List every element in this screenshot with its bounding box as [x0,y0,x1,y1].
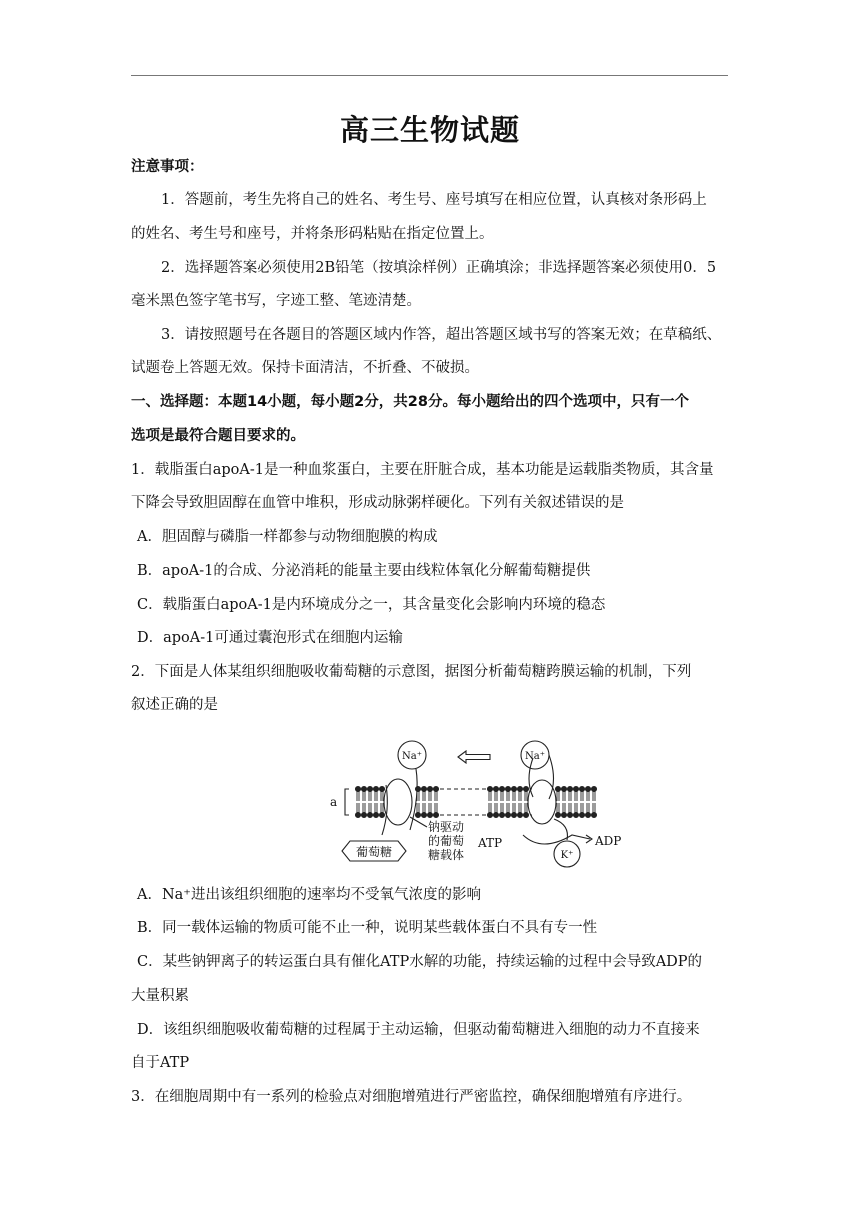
carrier-label: 糖载体 [428,848,465,862]
lipid-head [355,786,360,791]
section-heading: 一、选择题：本题14小题，每小题2分，共28分。每小题给出的四个选项中，只有一个 [131,394,689,410]
lipid-head [373,786,378,791]
q1-stem: 1．载脂蛋白apoA-1是一种血浆蛋白，主要在肝脏合成，基本功能是运载脂类物质，其含量 [131,462,714,478]
lipid-head [579,812,584,817]
q2-option-c-cont: 大量积累 [131,988,189,1004]
lipid-head [379,812,384,817]
lipid-head [555,812,560,817]
atp-label: ATP [478,836,503,850]
lipid-head [561,786,566,791]
q1-option-a: A．胆固醇与磷脂一样都参与动物细胞膜的构成 [137,529,438,545]
membrane-transport-figure [320,735,630,870]
page-title: 高三生物试题 [339,113,520,147]
lipid-head [493,812,498,817]
lipid-head [579,786,584,791]
q2-option-d-cont: 自于ATP [131,1055,190,1071]
adp-label: ADP [595,834,622,848]
lipid-head [433,812,438,817]
lipid-head [487,786,492,791]
notice-line: 的姓名、考生号和座号，并将条形码粘贴在指定位置上。 [131,226,494,242]
membrane-thickness-bracket [345,789,349,815]
k-label: K⁺ [560,850,574,861]
q2-stem: 叙述正确的是 [131,697,218,713]
lipid-head [505,786,510,791]
lipid-head [523,786,528,791]
q2-option-b: B．同一载体运输的物质可能不止一种，说明某些载体蛋白不具有专一性 [137,920,598,936]
lipid-head [367,786,372,791]
glucose-carrier [384,779,412,825]
lipid-head [427,786,432,791]
lipid-head [433,786,438,791]
notice-line: 3．请按照题号在各题目的答题区域内作答，超出答题区域书写的答案无效；在草稿纸、 [161,327,722,343]
lipid-head [585,786,590,791]
lipid-head [415,786,420,791]
notice-line: 2．选择题答案必须使用2B铅笔（按填涂样例）正确填涂；非选择题答案必须使用0．5 [161,260,717,276]
lipid-head [567,812,572,817]
lipid-head [421,812,426,817]
lipid-head [373,812,378,817]
a-label: a [330,795,338,809]
notice-line: 1．答题前，考生先将自己的姓名、考生号、座号填写在相应位置，认真核对条形码上 [161,192,707,208]
lipid-head [355,812,360,817]
section-heading: 选项是最符合题目要求的。 [131,428,305,444]
na-k-pump [528,780,556,824]
pump-curve-arrow [549,755,554,799]
q1-option-c: C．载脂蛋白apoA-1是内环境成分之一，其含量变化会影响内环境的稳态 [137,597,606,613]
lipid-head [511,786,516,791]
na-left-label: Na⁺ [402,751,422,762]
lipid-head [505,812,510,817]
q1-option-d: D．apoA-1可通过囊泡形式在细胞内运输 [137,630,403,646]
q2-option-d: D．该组织细胞吸收葡萄糖的过程属于主动运输，但驱动葡萄糖进入细胞的动力不直接来 [137,1022,700,1038]
lipid-head [367,812,372,817]
q1-stem: 下降会导致胆固醇在血管中堆积，形成动脉粥样硬化。下列有关叙述错误的是 [131,495,624,511]
na-right-label: Na⁺ [525,751,545,762]
lipid-head [415,812,420,817]
lipid-head [567,786,572,791]
atp-adp-arc [523,835,590,844]
q1-option-b: B．apoA-1的合成、分泌消耗的能量主要由线粒体氧化分解葡萄糖提供 [137,563,591,579]
svg-text:葡萄糖: 葡萄糖 [355,845,393,859]
lipid-head [585,812,590,817]
glucose-box [342,841,406,861]
lipid-head [493,786,498,791]
lipid-head [499,812,504,817]
notice-line: 试题卷上答题无效。保持卡面清洁，不折叠、不破损。 [131,360,479,376]
lipid-head [555,786,560,791]
lipid-head [517,812,522,817]
notice-heading: 注意事项： [131,159,204,175]
lipid-head [487,812,492,817]
k-entry-arrow [554,819,567,840]
lipid-head [427,812,432,817]
lipid-head [561,812,566,817]
q2-option-c: C．某些钠钾离子的转运蛋白具有催化ATP水解的功能，持续运输的过程中会导致ADP的 [137,954,703,970]
lipid-head [499,786,504,791]
notice-line: 毫米黑色签字笔书写，字迹工整、笔迹清楚。 [131,293,421,309]
header-rule [131,75,728,76]
lipid-head [573,786,578,791]
q3-stem: 3．在细胞周期中有一系列的检验点对细胞增殖进行严密监控，确保细胞增殖有序进行。 [131,1089,692,1105]
direction-arrow-icon [458,751,490,763]
lipid-head [523,812,528,817]
phospholipid-bilayer [355,786,596,817]
carrier-label: 钠驱动 [428,820,465,834]
q2-option-a: A．Na⁺进出该组织细胞的速率均不受氧气浓度的影响 [137,887,481,903]
lipid-head [591,786,596,791]
lipid-head [379,786,384,791]
lipid-head [421,786,426,791]
lipid-head [517,786,522,791]
q2-stem: 2．下面是人体某组织细胞吸收葡萄糖的示意图，据图分析葡萄糖跨膜运输的机制，下列 [131,664,692,680]
lipid-head [591,812,596,817]
lipid-head [511,812,516,817]
lipid-head [361,786,366,791]
lipid-head [361,812,366,817]
carrier-label: 的葡萄 [428,834,465,848]
lipid-head [573,812,578,817]
